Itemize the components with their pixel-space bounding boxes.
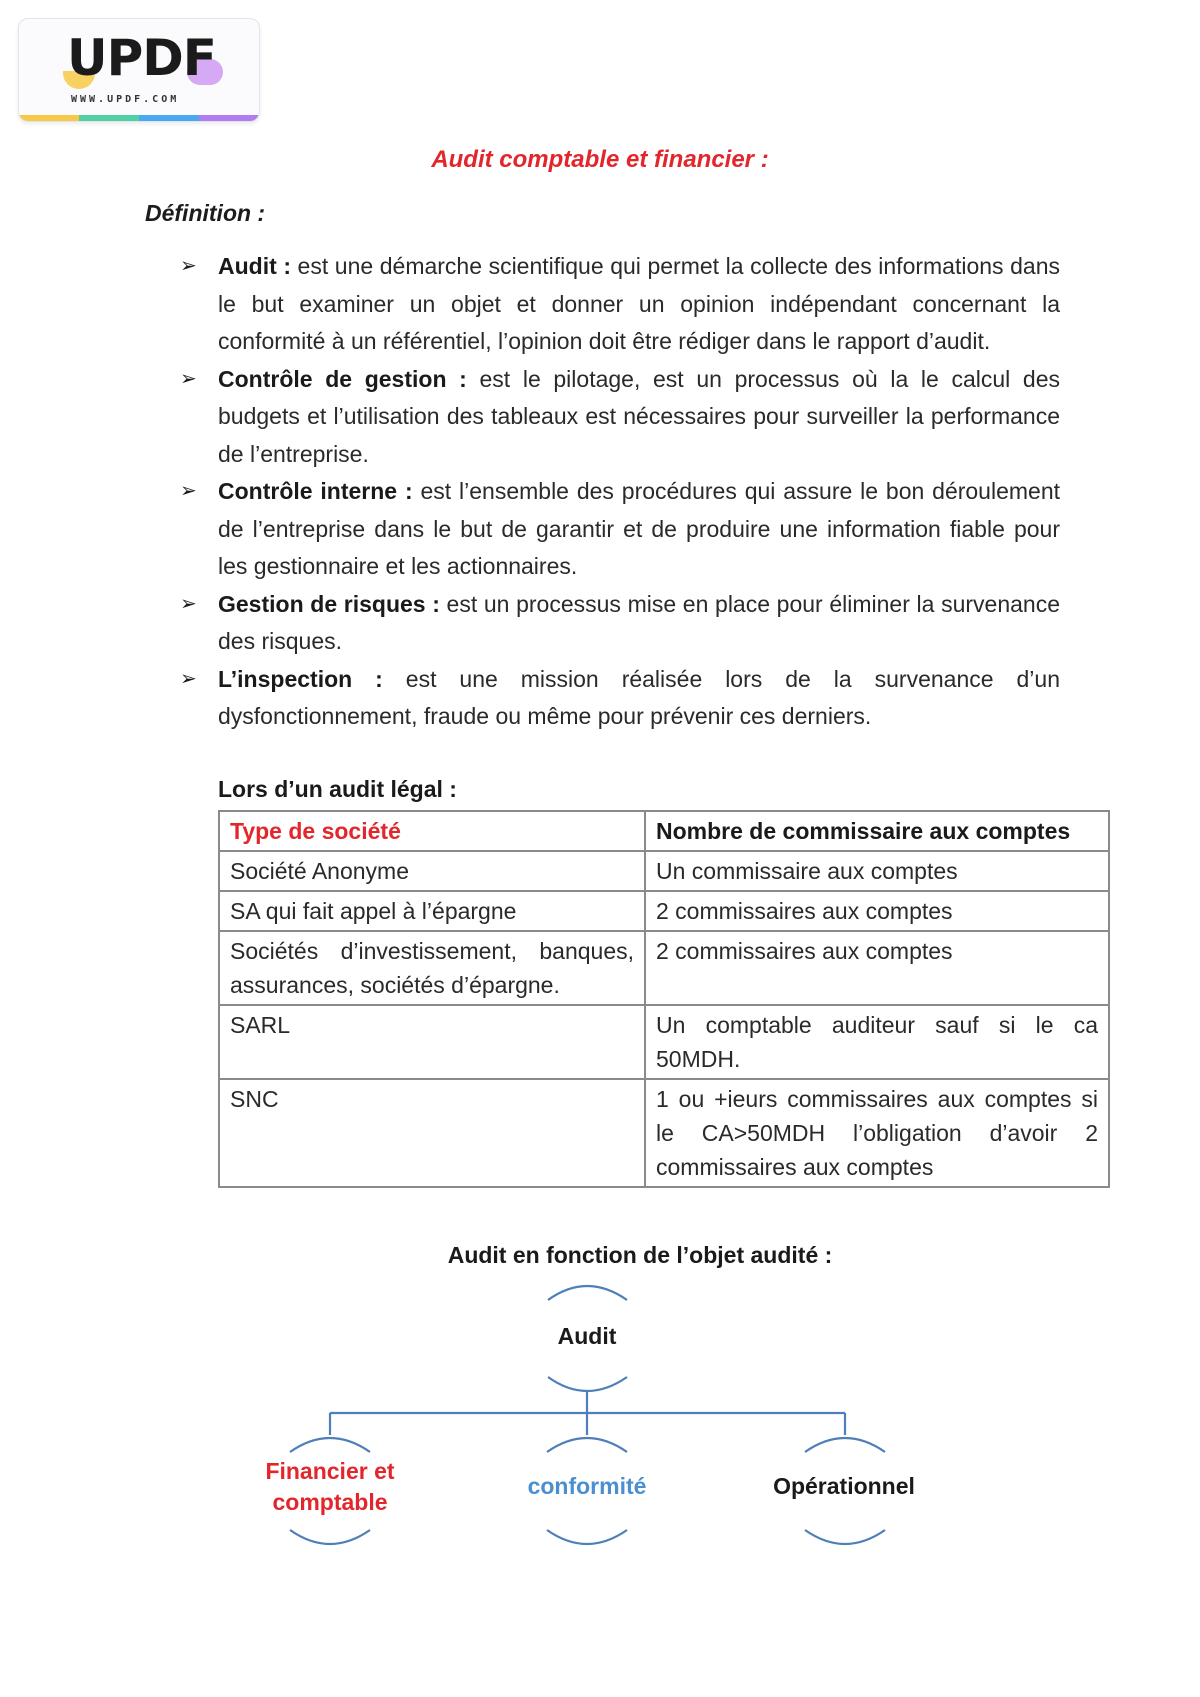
logo-url-text: WWW.UPDF.COM	[71, 94, 180, 105]
column-header-count: Nombre de commissaire aux comptes	[645, 811, 1109, 851]
list-item	[180, 473, 1060, 586]
table-cell: 2 commissaires aux comptes	[645, 891, 1109, 931]
diagram-node-operationnel: Opérationnel	[773, 1473, 915, 1499]
conformite-node-arc-bottom	[547, 1530, 627, 1544]
logo-color-stripe	[19, 115, 259, 121]
table-cell: 1 ou +ieurs commissaires aux comptes si le CA>50MDH l’obligation d’avoir 2 commissaires aux comptes	[645, 1079, 1109, 1187]
node-label-line: Financier et	[265, 1458, 395, 1484]
arrow-bullet-icon: ➢	[180, 255, 197, 277]
bullet-text: est un processus mise en place pour éliminer la survenance des risques.	[218, 590, 1060, 654]
audit-legal-heading: Lors d’un audit légal :	[218, 776, 457, 802]
bullet-text: est le pilotage, est un processus où la le calcul des budgets et l’utilisation des tableaux est nécessaires pour surveiller la performance de l’entreprise.	[218, 365, 1061, 467]
table-cell: Sociétés d’investissement, banques, assurances, sociétés d’épargne.	[219, 931, 645, 1005]
table-row	[219, 1079, 1109, 1187]
table-cell: Un commissaire aux comptes	[645, 851, 1109, 891]
list-item	[180, 248, 1060, 361]
bullet-text: est une démarche scientifique qui permet la collecte des informations dans le but examiner un objet et donner un opinion indépendant concernant la conformité à un référentiel, l’opinion doit être rédiger dans le rapport d’audit.	[218, 253, 1060, 354]
table-cell: SARL	[219, 1005, 645, 1079]
arrow-bullet-icon: ➢	[180, 367, 197, 390]
financier-node-arc-bottom	[290, 1530, 370, 1544]
table-cell: 2 commissaires aux comptes	[645, 931, 1109, 1005]
arrow-bullet-icon: ➢	[180, 592, 197, 615]
column-header-type: Type de société	[219, 811, 645, 851]
bullet-term: Contrôle de gestion :	[218, 365, 467, 392]
operationnel-node-arc-top	[805, 1438, 885, 1452]
diagram-node-audit: Audit	[557, 1323, 617, 1349]
diagram-node-conformite: conformité	[527, 1473, 647, 1499]
node-label-line: comptable	[272, 1489, 388, 1515]
list-item	[180, 361, 1060, 474]
list-item	[180, 586, 1060, 661]
table-header-row	[219, 811, 1109, 851]
conformite-node-arc-top	[547, 1438, 627, 1452]
page-title: Audit comptable et financier :	[431, 146, 769, 173]
root-node-arc-bottom	[548, 1377, 627, 1391]
diagram-node-financier	[240, 1456, 420, 1518]
audit-legal-table	[218, 810, 1110, 1188]
table-cell: SNC	[219, 1079, 645, 1187]
diagram-title: Audit en fonction de l’objet audité :	[447, 1242, 833, 1268]
bullet-term: Gestion de risques :	[218, 590, 440, 617]
arrow-bullet-icon: ➢	[180, 480, 197, 502]
table-row	[219, 931, 1109, 1005]
table-row	[219, 1005, 1109, 1079]
bullet-term: Contrôle interne :	[218, 478, 413, 504]
bullet-text: est une mission réalisée lors de la survenance d’un dysfonctionnement, fraude ou même pour prévenir ces derniers.	[218, 665, 1060, 729]
bullet-term: Audit :	[218, 253, 291, 279]
arrow-bullet-icon: ➢	[180, 667, 197, 690]
bullet-text: est l’ensemble des procédures qui assure le bon déroulement de l’entreprise dans le but de garantir et de produire une information fiable pour les gestionnaire et les actionnaires.	[218, 478, 1061, 579]
list-item	[180, 661, 1060, 736]
table-cell: Société Anonyme	[219, 851, 645, 891]
root-node-arc-top	[548, 1286, 627, 1300]
table-row	[219, 891, 1109, 931]
table-row	[219, 851, 1109, 891]
bullet-term: L’inspection :	[218, 665, 383, 692]
table-cell: SA qui fait appel à l’épargne	[219, 891, 645, 931]
financier-node-arc-top	[290, 1438, 370, 1452]
operationnel-node-arc-bottom	[805, 1530, 885, 1544]
updf-logo	[18, 18, 260, 122]
definition-list	[180, 248, 1060, 736]
logo-brand-text: UPDF	[67, 29, 216, 87]
table-cell: Un comptable auditeur sauf si le ca 50MDH.	[645, 1005, 1109, 1079]
definition-heading: Définition :	[145, 200, 266, 226]
